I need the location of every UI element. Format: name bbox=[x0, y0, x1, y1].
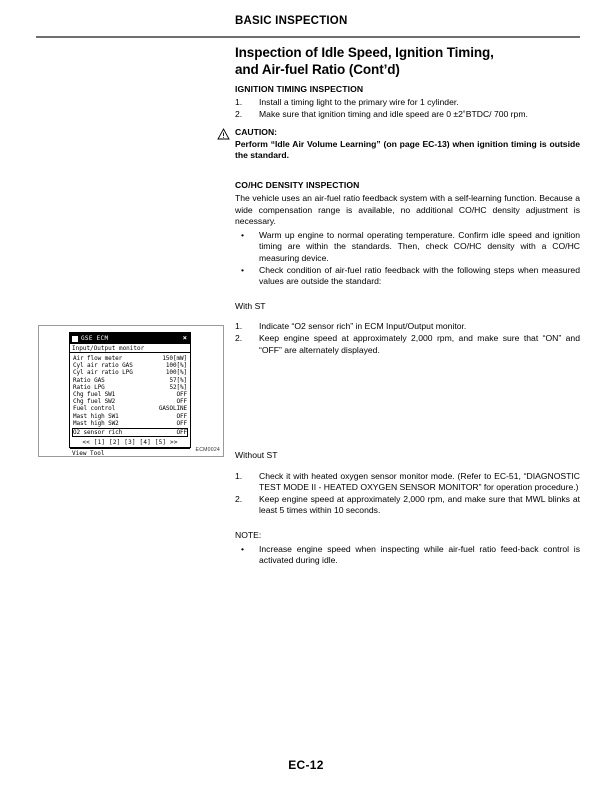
main-content-upper bbox=[235, 44, 580, 356]
ecm-row-value: OFF bbox=[176, 428, 187, 436]
ecm-monitor-row-selected[interactable] bbox=[72, 428, 188, 437]
with-st-step-list bbox=[235, 321, 580, 356]
ecm-window-titlebar bbox=[70, 333, 190, 344]
ecm-row-label: Ratio LPG bbox=[73, 383, 105, 391]
header-divider bbox=[36, 36, 580, 38]
ecm-row-label: O2 sensor rich bbox=[73, 428, 123, 436]
heading-without-st: Without ST bbox=[235, 450, 278, 460]
ecm-pagination[interactable]: << [1] [2] [3] [4] [5] >> bbox=[70, 438, 190, 449]
ecm-row-label: Mast high SW1 bbox=[73, 412, 119, 420]
ecm-monitor-row[interactable] bbox=[72, 384, 188, 391]
list-marker: 2. bbox=[235, 332, 243, 343]
heading-note: NOTE: bbox=[235, 529, 262, 540]
list-marker: 2. bbox=[235, 493, 243, 504]
list-text: Keep engine speed at approximately 2,000 rpm, and make sure that “ON” and “OFF” are alternately displayed. bbox=[259, 332, 580, 355]
caution-body bbox=[235, 127, 580, 162]
ecm-monitor-row[interactable] bbox=[72, 405, 188, 412]
cohc-bullet-list bbox=[235, 230, 580, 288]
ecm-row-value: 100[%] bbox=[165, 362, 187, 370]
ecm-row-value: 150[mW] bbox=[162, 355, 187, 362]
note-bullet-list bbox=[235, 544, 580, 567]
page-header bbox=[235, 14, 580, 28]
ecm-monitor-row[interactable] bbox=[72, 398, 188, 405]
caution-text: Perform “Idle Air Volume Learning” (on page EC-13) when ignition timing is outside the standard. bbox=[235, 138, 580, 161]
list-item bbox=[235, 471, 580, 494]
page-header-title: BASIC INSPECTION bbox=[235, 15, 348, 27]
ignition-step-list bbox=[235, 97, 580, 120]
list-text: Warm up engine to normal operating temperature. Confirm idle speed and ignition timing are within the standards. Then, check CO/HC density with a CO/HC measuring device. bbox=[259, 229, 580, 263]
warning-triangle-icon bbox=[217, 127, 230, 139]
page-title-line-1: Inspection of Idle Speed, Ignition Timing, bbox=[235, 45, 494, 60]
list-marker: 2. bbox=[235, 108, 243, 119]
caution-block bbox=[235, 127, 580, 162]
list-marker: 1. bbox=[235, 97, 243, 107]
ecm-row-label: Fuel control bbox=[73, 405, 116, 413]
list-marker: 1. bbox=[235, 470, 243, 481]
list-item bbox=[235, 109, 580, 121]
window-menu-icon[interactable] bbox=[72, 336, 78, 342]
ecm-monitor-row[interactable] bbox=[72, 369, 188, 376]
heading-cohc-density-inspection: CO/HC DENSITY INSPECTION bbox=[235, 179, 360, 190]
list-text: Check condition of air-fuel ratio feedback with the following steps when measured values are outside the standard: bbox=[259, 264, 580, 287]
ecm-row-value: GASOLINE bbox=[158, 405, 187, 413]
ecm-window-title: GSE ECM bbox=[81, 335, 109, 342]
list-item bbox=[235, 333, 580, 356]
page-title-line-2: and Air-fuel Ratio (Cont’d) bbox=[235, 62, 400, 77]
ecm-row-value: OFF bbox=[176, 419, 187, 427]
list-text: Keep engine speed at approximately 2,000 rpm, and make sure that MWL blinks at least 5 times within 10 seconds. bbox=[259, 493, 580, 516]
ecm-view-tool-button[interactable]: View Tool bbox=[72, 449, 105, 457]
figure-ecm-monitor bbox=[38, 325, 224, 457]
list-item bbox=[235, 321, 580, 333]
without-st-step-list bbox=[235, 471, 580, 517]
caution-label: CAUTION: bbox=[235, 127, 278, 138]
list-bullet: • bbox=[241, 543, 245, 554]
ecm-row-label: Cyl air ratio LPG bbox=[73, 369, 133, 377]
list-bullet: • bbox=[241, 264, 245, 275]
heading-with-st: With ST bbox=[235, 300, 266, 311]
close-icon[interactable]: × bbox=[182, 334, 187, 342]
ecm-monitor-row-list bbox=[70, 353, 190, 437]
ecm-window bbox=[69, 332, 191, 457]
ecm-row-label: Chg fuel SW2 bbox=[73, 398, 116, 406]
ecm-monitor-subtitle: Input/Output monitor bbox=[70, 344, 190, 353]
ecm-row-label: Cyl air ratio GAS bbox=[73, 362, 133, 370]
page-title bbox=[235, 44, 580, 78]
list-text: Indicate “O2 sensor rich” in ECM Input/Output monitor. bbox=[259, 321, 467, 332]
list-item bbox=[235, 265, 580, 288]
ecm-monitor-row[interactable] bbox=[72, 391, 188, 398]
ecm-monitor-row[interactable] bbox=[72, 355, 188, 362]
list-text: Install a timing light to the primary wire for 1 cylinder. bbox=[259, 97, 459, 107]
heading-ignition-timing-inspection: IGNITION TIMING INSPECTION bbox=[235, 84, 364, 94]
page-number: EC-12 bbox=[288, 758, 324, 772]
ecm-row-label: Chg fuel SW1 bbox=[73, 391, 116, 399]
list-text: Increase engine speed when inspecting while air-fuel ratio feed-back control is activated during idle. bbox=[259, 543, 580, 566]
list-marker: 1. bbox=[235, 321, 243, 332]
list-item bbox=[235, 494, 580, 517]
ecm-row-value: OFF bbox=[176, 398, 187, 406]
list-text: Check it with heated oxygen sensor monitor mode. (Refer to EC-51, “DIAGNOSTIC TEST MODE II - HEATED OXYGEN SENSOR MONITOR” for operation procedure.) bbox=[259, 470, 580, 493]
list-text: Make sure that ignition timing and idle speed are 0 ±2˚BTDC/ 700 rpm. bbox=[259, 108, 528, 119]
ecm-row-value: 57[%] bbox=[169, 376, 187, 384]
ecm-row-label: Ratio GAS bbox=[73, 376, 105, 384]
cohc-paragraph: The vehicle uses an air-fuel ratio feedback system with a self-learning function. Because a wide compensation range is available, no additional CO/HC density adjustment is necessary. bbox=[235, 192, 580, 227]
ecm-row-value: 52[%] bbox=[169, 383, 187, 391]
list-item bbox=[235, 97, 580, 109]
ecm-row-value: OFF bbox=[176, 412, 187, 420]
ecm-monitor-row[interactable] bbox=[72, 362, 188, 369]
list-item bbox=[235, 230, 580, 265]
ecm-monitor-row[interactable] bbox=[72, 420, 188, 427]
ecm-row-value: 100[%] bbox=[165, 369, 187, 377]
list-item bbox=[235, 544, 580, 567]
ecm-row-label: Air flow meter bbox=[73, 355, 123, 362]
ecm-monitor-row[interactable] bbox=[72, 377, 188, 384]
figure-caption: ECM0024 bbox=[195, 447, 220, 453]
main-content-lower bbox=[235, 450, 580, 567]
ecm-row-value: OFF bbox=[176, 391, 187, 399]
ecm-row-label: Mast high SW2 bbox=[73, 419, 119, 427]
list-bullet: • bbox=[241, 229, 245, 240]
ecm-monitor-row[interactable] bbox=[72, 413, 188, 420]
